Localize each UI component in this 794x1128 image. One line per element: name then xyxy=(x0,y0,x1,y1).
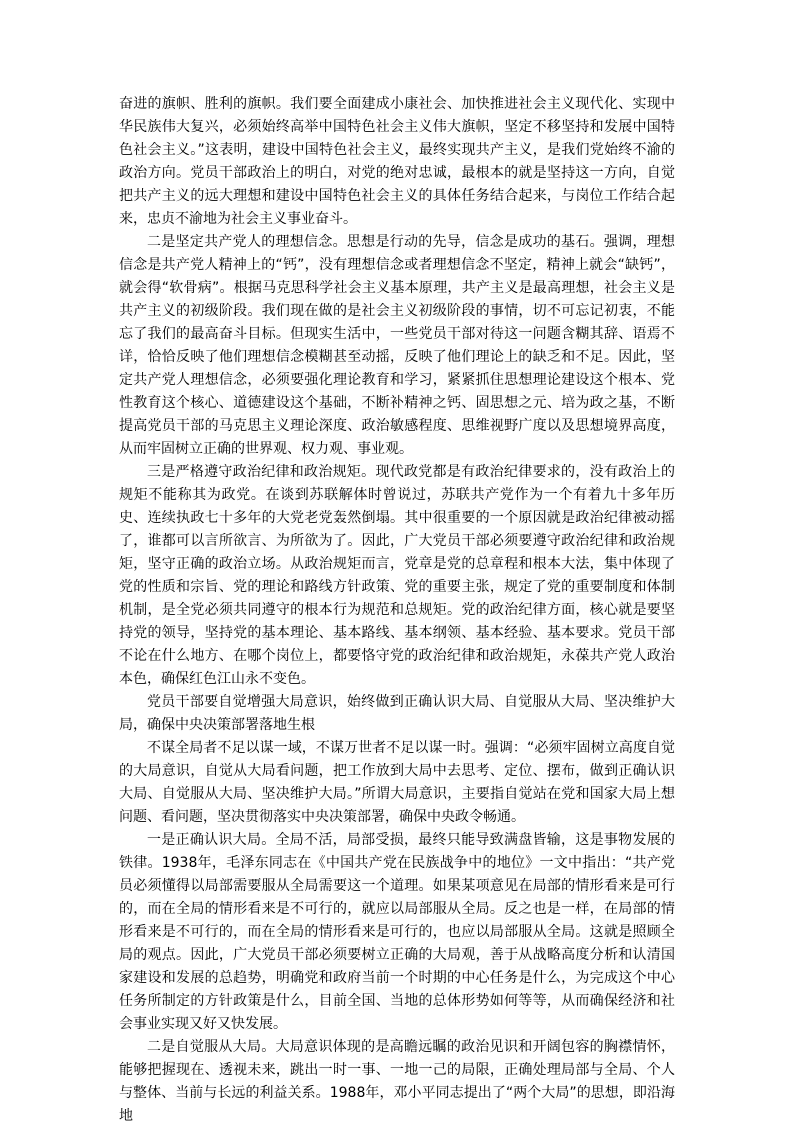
paragraph-5: 一是正确认识大局。全局不活，局部受损，最终只能导致满盘皆输，这是事物发展的铁律。1938年，毛泽东同志在《中国共产党在民族战争中的地位》一文中指出：“共产党员必须懂得以局部需要服从全局需要这一个道理。如果某项意见在局部的情形看来是可行的，而在全局的情形看来是不可行的，就应以局部服从全局。反之也是一样，在局部的情形看来是不可行的，而在全局的情形看来是可行的，也应以局部服从全局。这就是照顾全局的观点。因此，广大党员干部必须要树立正确的大局观，善于从战略高度分析和认清国家建设和发展的总趋势，明确党和政府当前一个时期的中心任务是什么，为完成这个中心任务所制定的方针政策是什么，目前全国、当地的总体形势如何等等，从而确保经济和社会事业实现又好又快发展。 xyxy=(119,832,675,1032)
paragraph-3: 三是严格遵守政治纪律和政治规矩。现代政党都是有政治纪律要求的，没有政治上的规矩不能称其为政党。在谈到苏联解体时曾说过，苏联共产党作为一个有着九十多年历史、连续执政七十多年的大党老党轰然倒塌。其中很重要的一个原因就是政治纪律被动摇了，谁都可以言所欲言、为所欲为了。因此，广大党员干部必须要遵守政治纪律和政治规矩，坚守正确的政治立场。从政治规矩而言，党章是党的总章程和根本大法，集中体现了党的性质和宗旨、党的理论和路线方针政策、党的重要主张，规定了党的重要制度和体制机制，是全党必须共同遵守的根本行为规范和总规矩。党的政治纪律方面，核心就是要坚持党的领导，坚持党的基本理论、基本路线、基本纲领、基本经验、基本要求。党员干部不论在什么地方、在哪个岗位上，都要恪守党的政治纪律和政治规矩，永葆共产党人政治本色，确保红色江山永不变色。 xyxy=(119,464,675,687)
paragraph-4: 不谋全局者不足以谋一域，不谋万世者不足以谋一时。强调：“必须牢固树立高度自觉的大局意识，自觉从大局看问题，把工作放到大局中去思考、定位、摆布，做到正确认识大局、自觉服从大局、坚决维护大局。”所谓大局意识，主要指自觉站在党和国家大局上想问题、看问题，坚决贯彻落实中央决策部署，确保中央政令畅通。 xyxy=(119,740,675,825)
paragraph-6: 二是自觉服从大局。大局意识体现的是高瞻远瞩的政治见识和开阔包容的胸襟情怀，能够把握现在、透视未来，跳出一时一事、一地一己的局限，正确处理局部与全局、个人与整体、当前与长远的利益关系。1988年，邓小平同志提出了“两个大局”的思想，即沿海地 xyxy=(119,1039,675,1124)
section-heading: 党员干部要自觉增强大局意识，始终做到正确认识大局、自觉服从大局、坚决维护大局，确保中央决策部署落地生根 xyxy=(119,694,675,733)
paragraph-1: 奋进的旗帜、胜利的旗帜。我们要全面建成小康社会、加快推进社会主义现代化、实现中华民族伟大复兴，必须始终高举中国特色社会主义伟大旗帜，坚定不移坚持和发展中国特色社会主义。”这表明，建设中国特色社会主义，最终实现共产主义，是我们党始终不渝的政治方向。党员干部政治上的明白，对党的绝对忠诚，最根本的就是坚持这一方向，自觉把共产主义的远大理想和建设中国特色社会主义的具体任务结合起来，与岗位工作结合起来，忠贞不渝地为社会主义事业奋斗。 xyxy=(119,96,675,227)
paragraph-2: 二是坚定共产党人的理想信念。思想是行动的先导，信念是成功的基石。强调，理想信念是共产党人精神上的“钙”，没有理想信念或者理想信念不坚定，精神上就会“缺钙”，就会得“软骨病”。根据马克思科学社会主义基本原理，共产主义是最高理想，社会主义是共产主义的初级阶段。我们现在做的是社会主义初级阶段的事情，切不可忘记初衷，不能忘了我们的最高奋斗目标。但现实生活中，一些党员干部对待这一问题含糊其辞、语焉不详，恰恰反映了他们理想信念模糊甚至动摇，反映了他们理论上的缺乏和不足。因此，坚定共产党人理想信念，必须要强化理论教育和学习，紧紧抓住思想理论建设这个根本、党性教育这个核心、道德建设这个基础，不断补精神之钙、固思想之元、培为政之基，不断提高党员干部的马克思主义理论深度、政治敏感程度、思维视野广度以及思想境界高度，从而牢固树立正确的世界观、权力观、事业观。 xyxy=(119,234,675,457)
document-page xyxy=(119,93,675,1128)
